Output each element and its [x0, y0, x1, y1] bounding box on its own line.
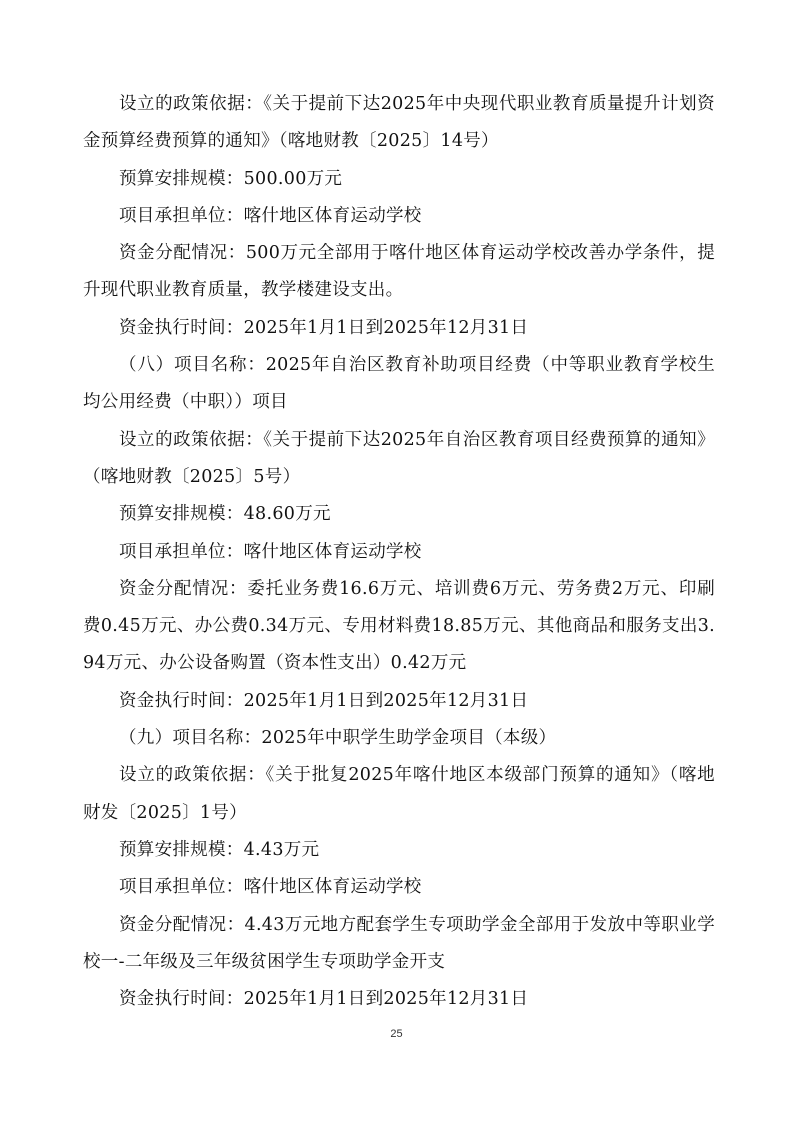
page-body [83, 86, 715, 1018]
paragraph-execution-time-1: 资金执行时间：2025年1月1日到2025年12月31日 [119, 317, 529, 338]
paragraph-undertaking-unit-1: 项目承担单位：喀什地区体育运动学校 [119, 205, 422, 226]
paragraph-fund-allocation-9: 资金分配情况：4.43万元地方配套学生专项助学金全部用于发放中等职业学校一-二年级及三年级贫困学生专项助学金开支 [83, 914, 715, 972]
paragraph-undertaking-unit-8: 项目承担单位：喀什地区体育运动学校 [119, 541, 422, 562]
paragraph-project-name-9: （九）项目名称：2025年中职学生助学金项目（本级） [119, 728, 557, 749]
paragraph-budget-scale-8: 预算安排规模：48.60万元 [119, 504, 331, 525]
paragraph-execution-time-8: 资金执行时间：2025年1月1日到2025年12月31日 [119, 690, 529, 711]
paragraph-policy-basis-9: 设立的政策依据：《关于批复2025年喀什地区本级部门预算的通知》（喀地财发〔2025〕1号） [83, 765, 715, 823]
paragraph-undertaking-unit-9: 项目承担单位：喀什地区体育运动学校 [119, 877, 422, 898]
paragraph-project-name-8: （八）项目名称：2025年自治区教育补助项目经费（中等职业教育学校生均公用经费（中职））项目 [83, 355, 715, 413]
page-number: 25 [390, 1028, 403, 1040]
paragraph-fund-allocation-1: 资金分配情况：500万元全部用于喀什地区体育运动学校改善办学条件，提升现代职业教育质量，教学楼建设支出。 [83, 243, 715, 301]
paragraph-execution-time-9: 资金执行时间：2025年1月1日到2025年12月31日 [119, 989, 529, 1010]
paragraph-budget-scale-9: 预算安排规模：4.43万元 [119, 839, 320, 860]
paragraph-policy-basis-8: 设立的政策依据：《关于提前下达2025年自治区教育项目经费预算的通知》（喀地财教〔2025〕5号） [83, 429, 715, 487]
paragraph-budget-scale-1: 预算安排规模：500.00万元 [119, 168, 343, 189]
paragraph-policy-basis-1: 设立的政策依据：《关于提前下达2025年中央现代职业教育质量提升计划资金预算经费预算的通知》（喀地财教〔2025〕14号） [83, 94, 715, 152]
paragraph-fund-allocation-8: 资金分配情况：委托业务费16.6万元、培训费6万元、劳务费2万元、印刷费0.45万元、办公费0.34万元、专用材料费18.85万元、其他商品和服务支出3.94万元、办公设备购置（资本性支出）0.42万元 [83, 578, 715, 674]
